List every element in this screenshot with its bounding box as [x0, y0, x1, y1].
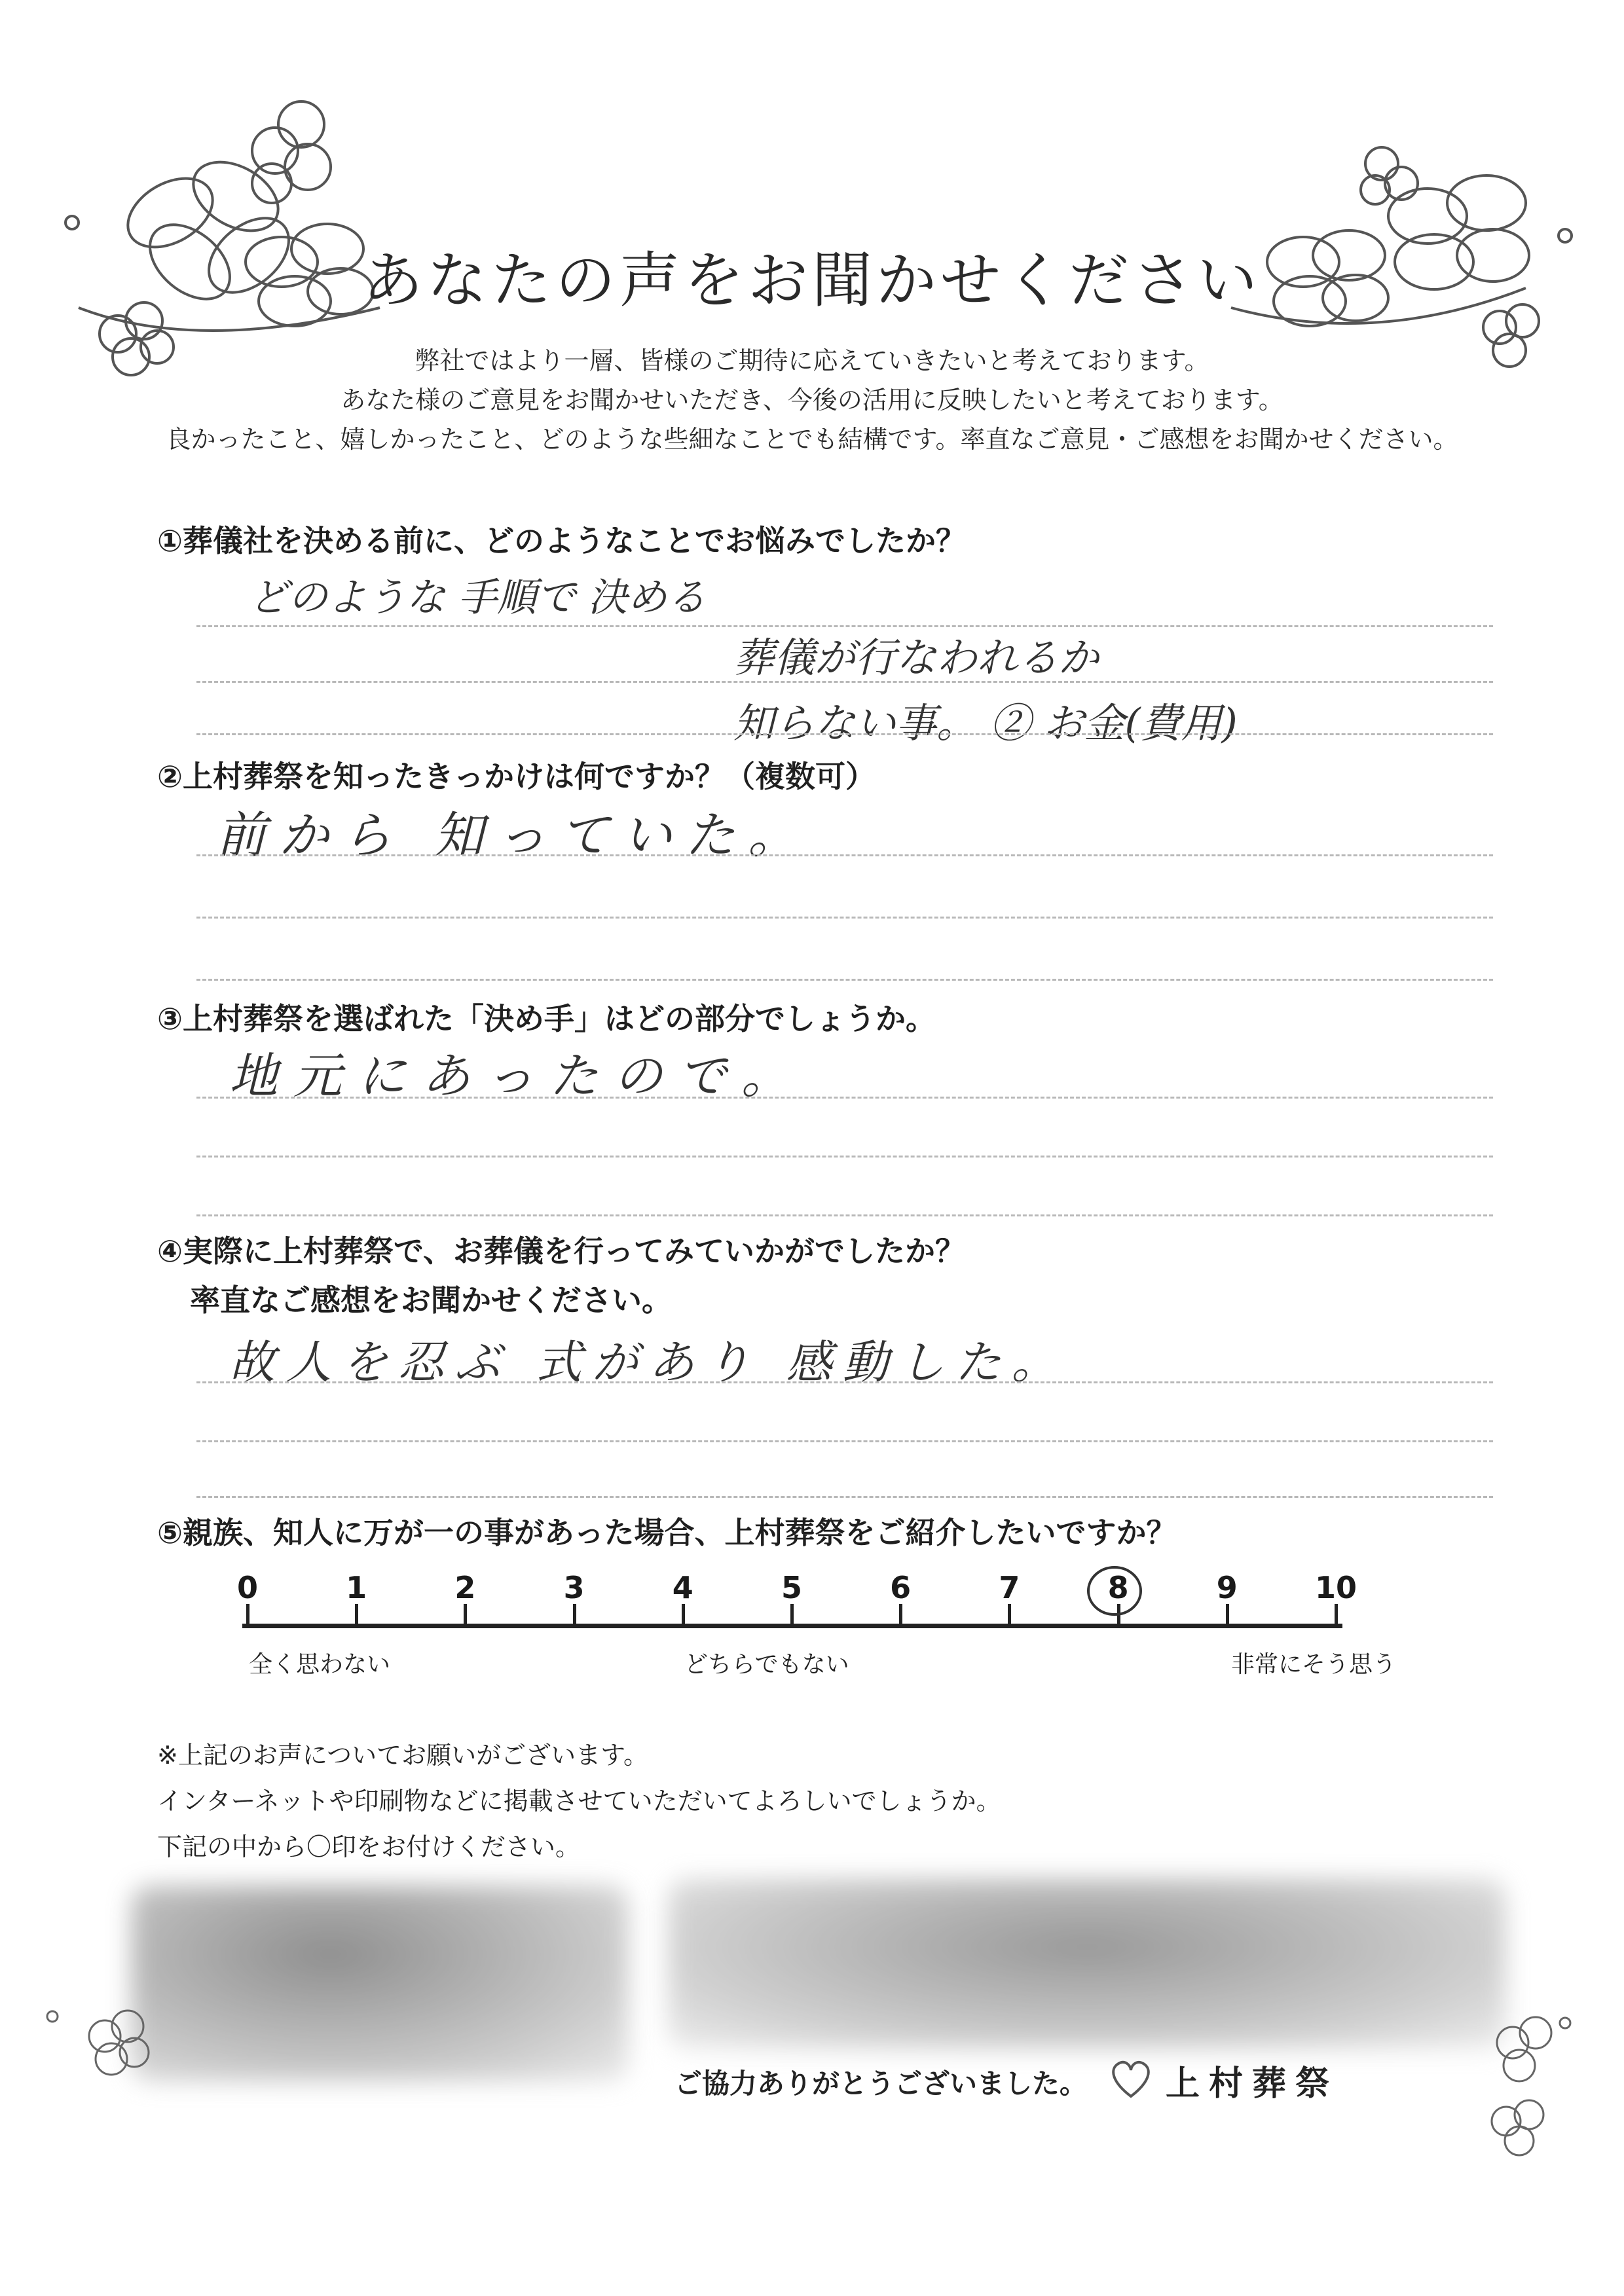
scale-tick: [355, 1604, 358, 1626]
answer-rule: [196, 1440, 1493, 1442]
question-1: ①葬儀社を決める前に、どのようなことでお悩みでしたか？: [157, 523, 966, 558]
scale-tick-label[interactable]: 9: [1216, 1570, 1238, 1605]
answer-rule: [196, 917, 1493, 919]
answer-rule: [196, 1496, 1493, 1498]
answer-2: 前から 知っていた。: [216, 806, 811, 864]
scale-tick: [1335, 1604, 1338, 1626]
question-5: ⑤親族、知人に万が一の事があった場合、上村葬祭をご紹介したいですか？: [157, 1515, 1177, 1550]
answer-1-line-1: どのような 手順で 決める: [249, 575, 707, 621]
note-line-2: インターネットや印刷物などに掲載させていただいてよろしいでしょうか。: [157, 1787, 1001, 1815]
heart-icon: [1107, 2056, 1156, 2102]
scale-tick: [1008, 1604, 1011, 1626]
scale-label-mid: どちらでもない: [684, 1651, 849, 1678]
clover-icon: [1497, 2017, 1551, 2081]
answer-1-line-3: 知らない事。 ② お金(費用): [733, 699, 1238, 747]
answer-rule: [196, 979, 1493, 981]
clover-icon: [89, 2011, 149, 2075]
scale-tick: [464, 1604, 467, 1626]
clover-icon: [252, 101, 331, 203]
intro-line-2: あなた様のご意見をお聞かせいただき、今後の活用に反映したいと考えております。: [341, 386, 1283, 414]
scale-tick-label[interactable]: 6: [890, 1570, 912, 1605]
thanks-message: ご協力ありがとうございました。: [674, 2068, 1088, 2100]
intro-line-3: 良かったこと、嬉しかったこと、どのような些細なことでも結構です。率直なご意見・ご感想をお聞かせください。: [166, 425, 1458, 454]
clover-icon: [1492, 2100, 1543, 2155]
scale-tick-label[interactable]: 7: [999, 1570, 1020, 1605]
answer-rule: [196, 1097, 1493, 1099]
question-3: ③上村葬祭を選ばれた「決め手」はどの部分でしょうか。: [157, 1001, 936, 1036]
scale-tick-label[interactable]: 3: [563, 1570, 585, 1605]
answer-3: 地元にあったので。: [229, 1048, 805, 1104]
selected-circle: [1084, 1563, 1146, 1619]
note-line-3: 下記の中から〇印をお付けください。: [157, 1832, 581, 1861]
answer-rule: [196, 1156, 1493, 1157]
intro-line-1: 弊社ではより一層、皆様のご期待に応えていきたいと考えております。: [415, 346, 1209, 375]
scale-tick-label[interactable]: 5: [781, 1570, 802, 1605]
scale-tick-label[interactable]: 1: [346, 1570, 367, 1605]
scale-tick: [1226, 1604, 1229, 1626]
page-title: あなたの声をお聞かせください: [362, 246, 1261, 316]
answer-4: 故人を忍ぶ 式があり 感動した。: [229, 1336, 1068, 1389]
answer-rule: [196, 733, 1493, 735]
question-4: ④実際に上村葬祭で、お葬儀を行ってみていかがでしたか？: [157, 1233, 966, 1269]
scale-tick: [899, 1604, 902, 1626]
question-4-sub: 率直なご感想をお聞かせください。: [190, 1283, 672, 1318]
note-line-1: ※上記のお声についてお願いがございます。: [157, 1741, 649, 1770]
scale-tick: [246, 1604, 249, 1626]
scale-tick-label[interactable]: 2: [454, 1570, 476, 1605]
scale-tick: [573, 1604, 576, 1626]
question-2: ②上村葬祭を知ったきっかけは何ですか？（複数可）: [157, 759, 876, 794]
answer-rule: [196, 681, 1493, 683]
answer-rule: [196, 1214, 1493, 1216]
scale-tick-label[interactable]: 4: [672, 1570, 693, 1605]
answer-1-line-2: 葬儀が行なわれるか: [733, 634, 1099, 682]
scale-label-min: 全く思わない: [249, 1651, 391, 1678]
scale-tick: [682, 1604, 685, 1626]
clover-icon: [1361, 147, 1418, 204]
company-logo-text: 上村葬祭: [1166, 2064, 1339, 2104]
scale-tick-label[interactable]: 10: [1314, 1570, 1357, 1605]
answer-rule: [196, 1381, 1493, 1383]
answer-rule: [196, 854, 1493, 856]
scale-tick: [790, 1604, 794, 1626]
scale-label-max: 非常にそう思う: [1231, 1651, 1397, 1678]
scale-tick-label[interactable]: 8: [1107, 1570, 1129, 1605]
scale-tick-label[interactable]: 0: [236, 1570, 258, 1605]
